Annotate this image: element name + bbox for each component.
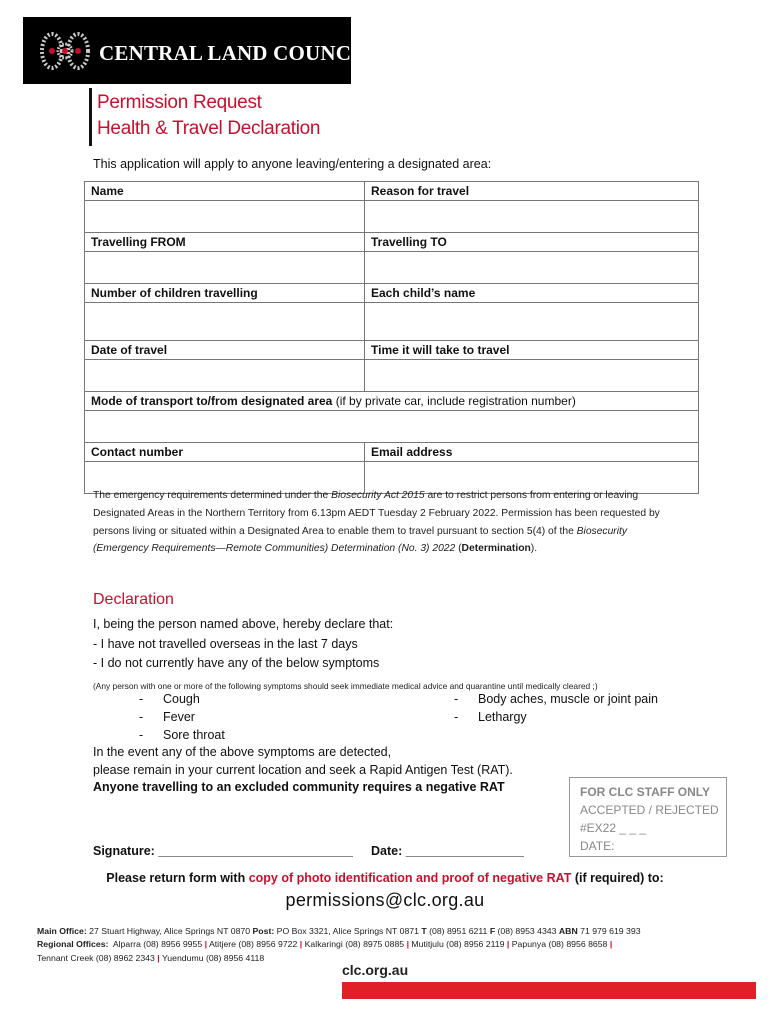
return-text-2: (if required) to:: [571, 871, 664, 885]
legal-act: Biosecurity Act 2015: [331, 490, 425, 501]
transport-label-note: (if by private car, include registration number): [335, 394, 576, 408]
advice-line-3: Anyone travelling to an excluded community requires a negative RAT: [93, 780, 505, 794]
transport-label-bold: Mode of transport to/from designated area: [91, 394, 333, 408]
office-item: Kalkaringi (08) 8975 0885: [304, 939, 405, 950]
office-item: Mutitjulu (08) 8956 2119: [411, 939, 505, 950]
legal-text-4: ).: [530, 543, 538, 555]
phone-number: (08) 8951 6211: [426, 926, 490, 936]
symptom-item: [139, 692, 200, 706]
legal-text-2: are to restrict persons from entering or leaving Designated Areas in the Northern Territory from 6.13pm AEDT Tuesday 2 February 2022. Permission has been requested by persons living or situated within a Designated Area to enable them to travel pursuant to section 5(4) of the: [93, 490, 660, 537]
symptom-item: [139, 728, 225, 742]
logo: [23, 17, 374, 84]
staff-reference: #EX22 _ _ _: [580, 821, 647, 835]
staff-date: DATE:: [580, 839, 615, 853]
separator: |: [506, 939, 510, 950]
name-label: Name: [85, 182, 365, 201]
symptom-label: Cough: [163, 692, 200, 706]
legal-text-3: (: [455, 543, 462, 555]
office-item: Yuendumu (08) 8956 4118: [161, 952, 265, 963]
bullet-dash: -: [139, 728, 144, 742]
website-link[interactable]: clc.org.au: [342, 962, 409, 978]
declaration-line-3: - I do not currently have any of the below symptoms: [93, 656, 380, 670]
num-children-label: Number of children travelling: [85, 284, 365, 303]
bullet-dash: -: [454, 710, 459, 724]
abn-number: 71 979 619 393: [577, 926, 641, 936]
travelling-to-field[interactable]: [365, 252, 699, 284]
symptom-label: Body aches, muscle or joint pain: [478, 692, 658, 706]
separator: |: [157, 952, 160, 963]
symptom-item: [139, 710, 195, 724]
time-field[interactable]: [365, 360, 699, 392]
transport-field[interactable]: [85, 411, 699, 443]
advice-line-1: In the event any of the above symptoms are detected,: [93, 745, 392, 759]
intro-text: This application will apply to anyone leaving/entering a designated area:: [93, 157, 492, 171]
symptoms-note: (Any person with one or more of the following symptoms should seek immediate medical advice and quarantine until medically cleared ;): [93, 681, 598, 691]
footer-red-bar: [342, 982, 756, 999]
staff-only-box: [569, 777, 727, 857]
separator: |: [299, 939, 303, 950]
travelling-from-field[interactable]: [85, 252, 365, 284]
bullet-dash: -: [454, 692, 459, 706]
symptom-item: [454, 710, 527, 724]
symptom-label: Lethargy: [478, 710, 527, 724]
clc-emblem-icon: [40, 30, 90, 72]
abn-label: ABN: [558, 926, 578, 936]
phone-label: T: [421, 926, 427, 936]
signature-date-field[interactable]: Date: _________________: [371, 844, 524, 858]
post-label: Post:: [252, 926, 275, 936]
office-item: Tennant Creek (08) 8962 2343: [37, 952, 155, 963]
application-form: [84, 181, 699, 494]
return-text-1: Please return form with: [106, 871, 249, 885]
symptom-label: Fever: [163, 710, 195, 724]
office-item: Atitjere (08) 8956 9722: [208, 939, 298, 950]
office-item: Alparra (08) 8956 9955: [112, 939, 203, 950]
main-office-label: Main Office:: [37, 926, 87, 936]
advice-line-2: please remain in your current location and seek a Rapid Antigen Test (RAT).: [93, 762, 513, 777]
separator: |: [406, 939, 409, 950]
regional-label: Regional Offices:: [37, 939, 109, 950]
advice-text: [93, 744, 513, 797]
reason-label: Reason for travel: [365, 182, 699, 201]
travelling-to-label: Travelling TO: [365, 233, 699, 252]
legal-determination: Biosecurity (Emergency Requirements—Remote Communities) Determination (No. 3) 2022: [93, 525, 628, 555]
contact-label: Contact number: [85, 443, 365, 462]
org-name: CENTRAL LAND COUNCIL: [99, 41, 374, 65]
declaration-lines: [93, 615, 393, 674]
footer-main-office: [37, 925, 641, 938]
fax-number: (08) 8953 4343: [495, 926, 559, 936]
legal-determination-short: Determination: [461, 543, 531, 555]
title-accent-bar: [89, 88, 92, 146]
declaration-line-1: I, being the person named above, hereby declare that:: [93, 617, 394, 631]
declaration-heading: Declaration: [93, 591, 174, 608]
fax-label: F: [489, 926, 496, 936]
date-label: Date of travel: [85, 341, 365, 360]
signature-field[interactable]: Signature: ____________________________: [93, 844, 353, 858]
symptom-item: [454, 692, 658, 706]
page-subtitle: Health & Travel Declaration: [97, 118, 321, 139]
footer-regional-offices-2: [37, 952, 641, 965]
legal-text-1: The emergency requirements determined under the: [93, 490, 332, 501]
travelling-from-label: Travelling FROM: [85, 233, 365, 252]
bullet-dash: -: [139, 710, 144, 724]
office-item: Papunya (08) 8956 8658: [511, 939, 608, 950]
return-requirements: copy of photo identification and proof of negative RAT: [248, 871, 572, 885]
staff-heading: FOR CLC STAFF ONLY: [580, 785, 710, 799]
page-title: Permission Request: [97, 92, 262, 113]
email-label: Email address: [365, 443, 699, 462]
transport-label: [85, 392, 699, 411]
staff-status: ACCEPTED / REJECTED: [580, 803, 719, 817]
return-email-link[interactable]: permissions@clc.org.au: [285, 890, 485, 910]
bullet-dash: -: [139, 692, 144, 706]
child-name-field[interactable]: [365, 303, 699, 341]
footer-contacts: [37, 925, 641, 965]
separator: |: [204, 939, 208, 950]
reason-field[interactable]: [365, 201, 699, 233]
post-address: PO Box 3321, Alice Springs NT 0871: [274, 926, 422, 936]
separator: |: [609, 939, 613, 950]
date-field[interactable]: [85, 360, 365, 392]
declaration-line-2: - I have not travelled overseas in the last 7 days: [93, 636, 358, 651]
legal-paragraph: [93, 487, 683, 558]
child-name-label: Each child’s name: [365, 284, 699, 303]
name-field[interactable]: [85, 201, 365, 233]
footer-regional-offices: [37, 938, 641, 951]
num-children-field[interactable]: [85, 303, 365, 341]
return-instructions: [0, 871, 770, 885]
time-label: Time it will take to travel: [365, 341, 699, 360]
main-office-address: 27 Stuart Highway, Alice Springs NT 0870: [86, 926, 253, 936]
symptom-label: Sore throat: [163, 728, 225, 742]
